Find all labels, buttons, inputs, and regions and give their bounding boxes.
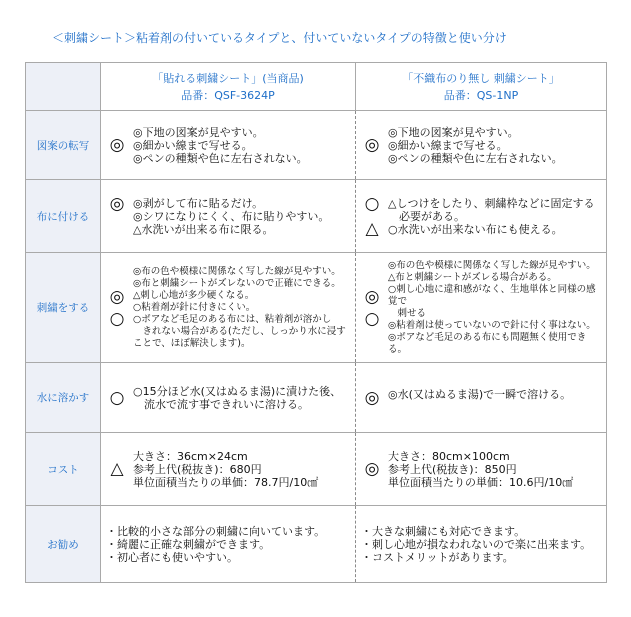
row-recommendation — [26, 506, 607, 583]
product2-cell — [356, 111, 607, 180]
rating-symbol: ◎ — [364, 286, 380, 307]
row-label: お勧め — [26, 506, 101, 583]
text-line: ◎布と刺繍シートがズレないので正確にできる。 — [133, 277, 341, 289]
product2-cell — [356, 180, 607, 253]
text-line: 大きさ：80cm×100cm — [388, 449, 510, 463]
text-line: ◎シワになりにくく、布に貼りやすい。 — [133, 209, 330, 223]
text-line: ・大きな刺繍にも対応できます。 — [361, 524, 526, 538]
product1-cell — [101, 433, 356, 506]
text-line: 参考上代(税抜き)：850円 — [388, 462, 517, 476]
product1-cell — [101, 180, 356, 253]
rating-symbol: △ — [110, 459, 124, 479]
product1-code: 品番：QSF-3624P — [181, 88, 275, 102]
text-line: ○15分ほど水(又はぬるま湯)に漬けた後、 — [133, 384, 342, 398]
text-line: ○水洗いが出来ない布にも使える。 — [388, 222, 563, 236]
header-row — [26, 63, 607, 111]
rating-symbol: ◎ — [364, 387, 380, 408]
text-line: △布と刺繍シートがズレる場合がある。 — [388, 271, 557, 283]
product2-header — [356, 63, 607, 111]
row-embroider — [26, 253, 607, 363]
text-line: 単位面積当たりの単価：10.6円/10㎠ — [388, 475, 574, 489]
text-line: ○粘着剤が針に付きにくい。 — [133, 301, 256, 313]
text-line: △水洗いが出来る布に限る。 — [133, 222, 274, 236]
product2-cell — [356, 433, 607, 506]
rating-symbol: ◎ — [109, 286, 125, 307]
rating-symbol: △ — [365, 218, 379, 239]
row-dissolve — [26, 363, 607, 433]
text-line: △しつけをしたり、刺繍枠などに固定する — [388, 196, 595, 210]
comparison-table — [25, 62, 607, 583]
text-line: ◎細かい線まで写せる。 — [388, 138, 508, 152]
rating-symbol: ○ — [364, 308, 380, 329]
text-line: ・コストメリットがあります。 — [361, 550, 514, 564]
text-line: 流水で流す事できれいに溶ける。 — [133, 397, 309, 411]
text-line: ◎剥がして布に貼るだけ。 — [133, 196, 264, 210]
text-line: ・比較的小さな部分の刺繍に向いています。 — [106, 524, 326, 538]
row-pattern-transfer — [26, 111, 607, 180]
rating-symbol: ◎ — [364, 135, 380, 155]
product1-cell — [101, 111, 356, 180]
product1-cell — [101, 506, 356, 583]
text-line: きれない場合がある(ただし、しっかり水に浸す — [133, 325, 346, 337]
rating-symbol: ◎ — [364, 459, 380, 479]
text-line: ・初心者にも使いやすい。 — [106, 550, 238, 564]
text-line: ことで、ほぼ解決します)。 — [133, 337, 251, 349]
page-title: ＜刺繍シート＞粘着剤の付いているタイプと、付いていないタイプの特徴と使い分け — [52, 31, 507, 45]
header-corner — [26, 63, 101, 111]
row-label: 刺繍をする — [26, 253, 101, 363]
text-line: ◎下地の図案が見やすい。 — [133, 125, 264, 139]
text-line: 覚で — [388, 295, 408, 307]
text-line: ◎ペンの種類や色に左右されない。 — [388, 151, 563, 165]
text-line: ◎ペンの種類や色に左右されない。 — [133, 151, 308, 165]
text-line: 必要がある。 — [388, 209, 465, 223]
text-line: ◎粘着剤は使っていないので針に付く事はない。 — [388, 319, 596, 331]
product2-name: 「不織布のり無し 刺繍シート」 — [402, 71, 560, 85]
rating-symbol: ◎ — [109, 193, 125, 214]
rating-symbol: ○ — [109, 308, 125, 329]
product2-cell — [356, 506, 607, 583]
product1-cell — [101, 363, 356, 433]
text-line: ◎下地の図案が見やすい。 — [388, 125, 519, 139]
row-label: コスト — [26, 433, 101, 506]
product2-code: 品番：QS-1NP — [443, 88, 519, 102]
product2-cell — [356, 253, 607, 363]
text-line: 単位面積当たりの単価：78.7円/10㎠ — [133, 475, 319, 489]
text-line: 刺せる — [388, 307, 427, 319]
text-line: ◎水(又はぬるま湯)で一瞬で溶ける。 — [388, 387, 572, 401]
rating-symbol: ○ — [109, 387, 125, 408]
text-line: る。 — [388, 343, 408, 355]
text-line: ・刺し心地が損なわれないので楽に出来ます。 — [361, 537, 592, 551]
text-line: ○ボアなど毛足のある布には、粘着剤が溶かし — [133, 313, 332, 325]
text-line: ◎ボアなど毛足のある布にも問題無く使用でき — [388, 331, 587, 343]
product1-header — [101, 63, 356, 111]
rating-symbol: ○ — [364, 193, 380, 214]
text-line: ◎布の色や模様に関係なく写した線が見やすい。 — [133, 265, 341, 277]
text-line: ◎布の色や模様に関係なく写した線が見やすい。 — [388, 259, 596, 271]
row-label: 図案の転写 — [26, 111, 101, 180]
product2-cell — [356, 363, 607, 433]
text-line: ◎細かい線まで写せる。 — [133, 138, 253, 152]
row-label: 水に溶かす — [26, 363, 101, 433]
text-line: ○刺し心地に違和感がなく、生地単体と同様の感 — [388, 283, 596, 295]
rating-symbol: ◎ — [109, 135, 125, 155]
text-line: 大きさ：36cm×24cm — [133, 449, 248, 463]
text-line: △刺し心地が多少硬くなる。 — [133, 289, 255, 301]
product1-name: 「貼れる刺繍シート」(当商品) — [152, 71, 304, 85]
text-line: 参考上代(税抜き)：680円 — [133, 462, 262, 476]
row-label: 布に付ける — [26, 180, 101, 253]
product1-cell — [101, 253, 356, 363]
row-cost — [26, 433, 607, 506]
text-line: ・綺麗に正確な刺繍ができます。 — [106, 537, 271, 551]
row-attach-to-fabric — [26, 180, 607, 253]
